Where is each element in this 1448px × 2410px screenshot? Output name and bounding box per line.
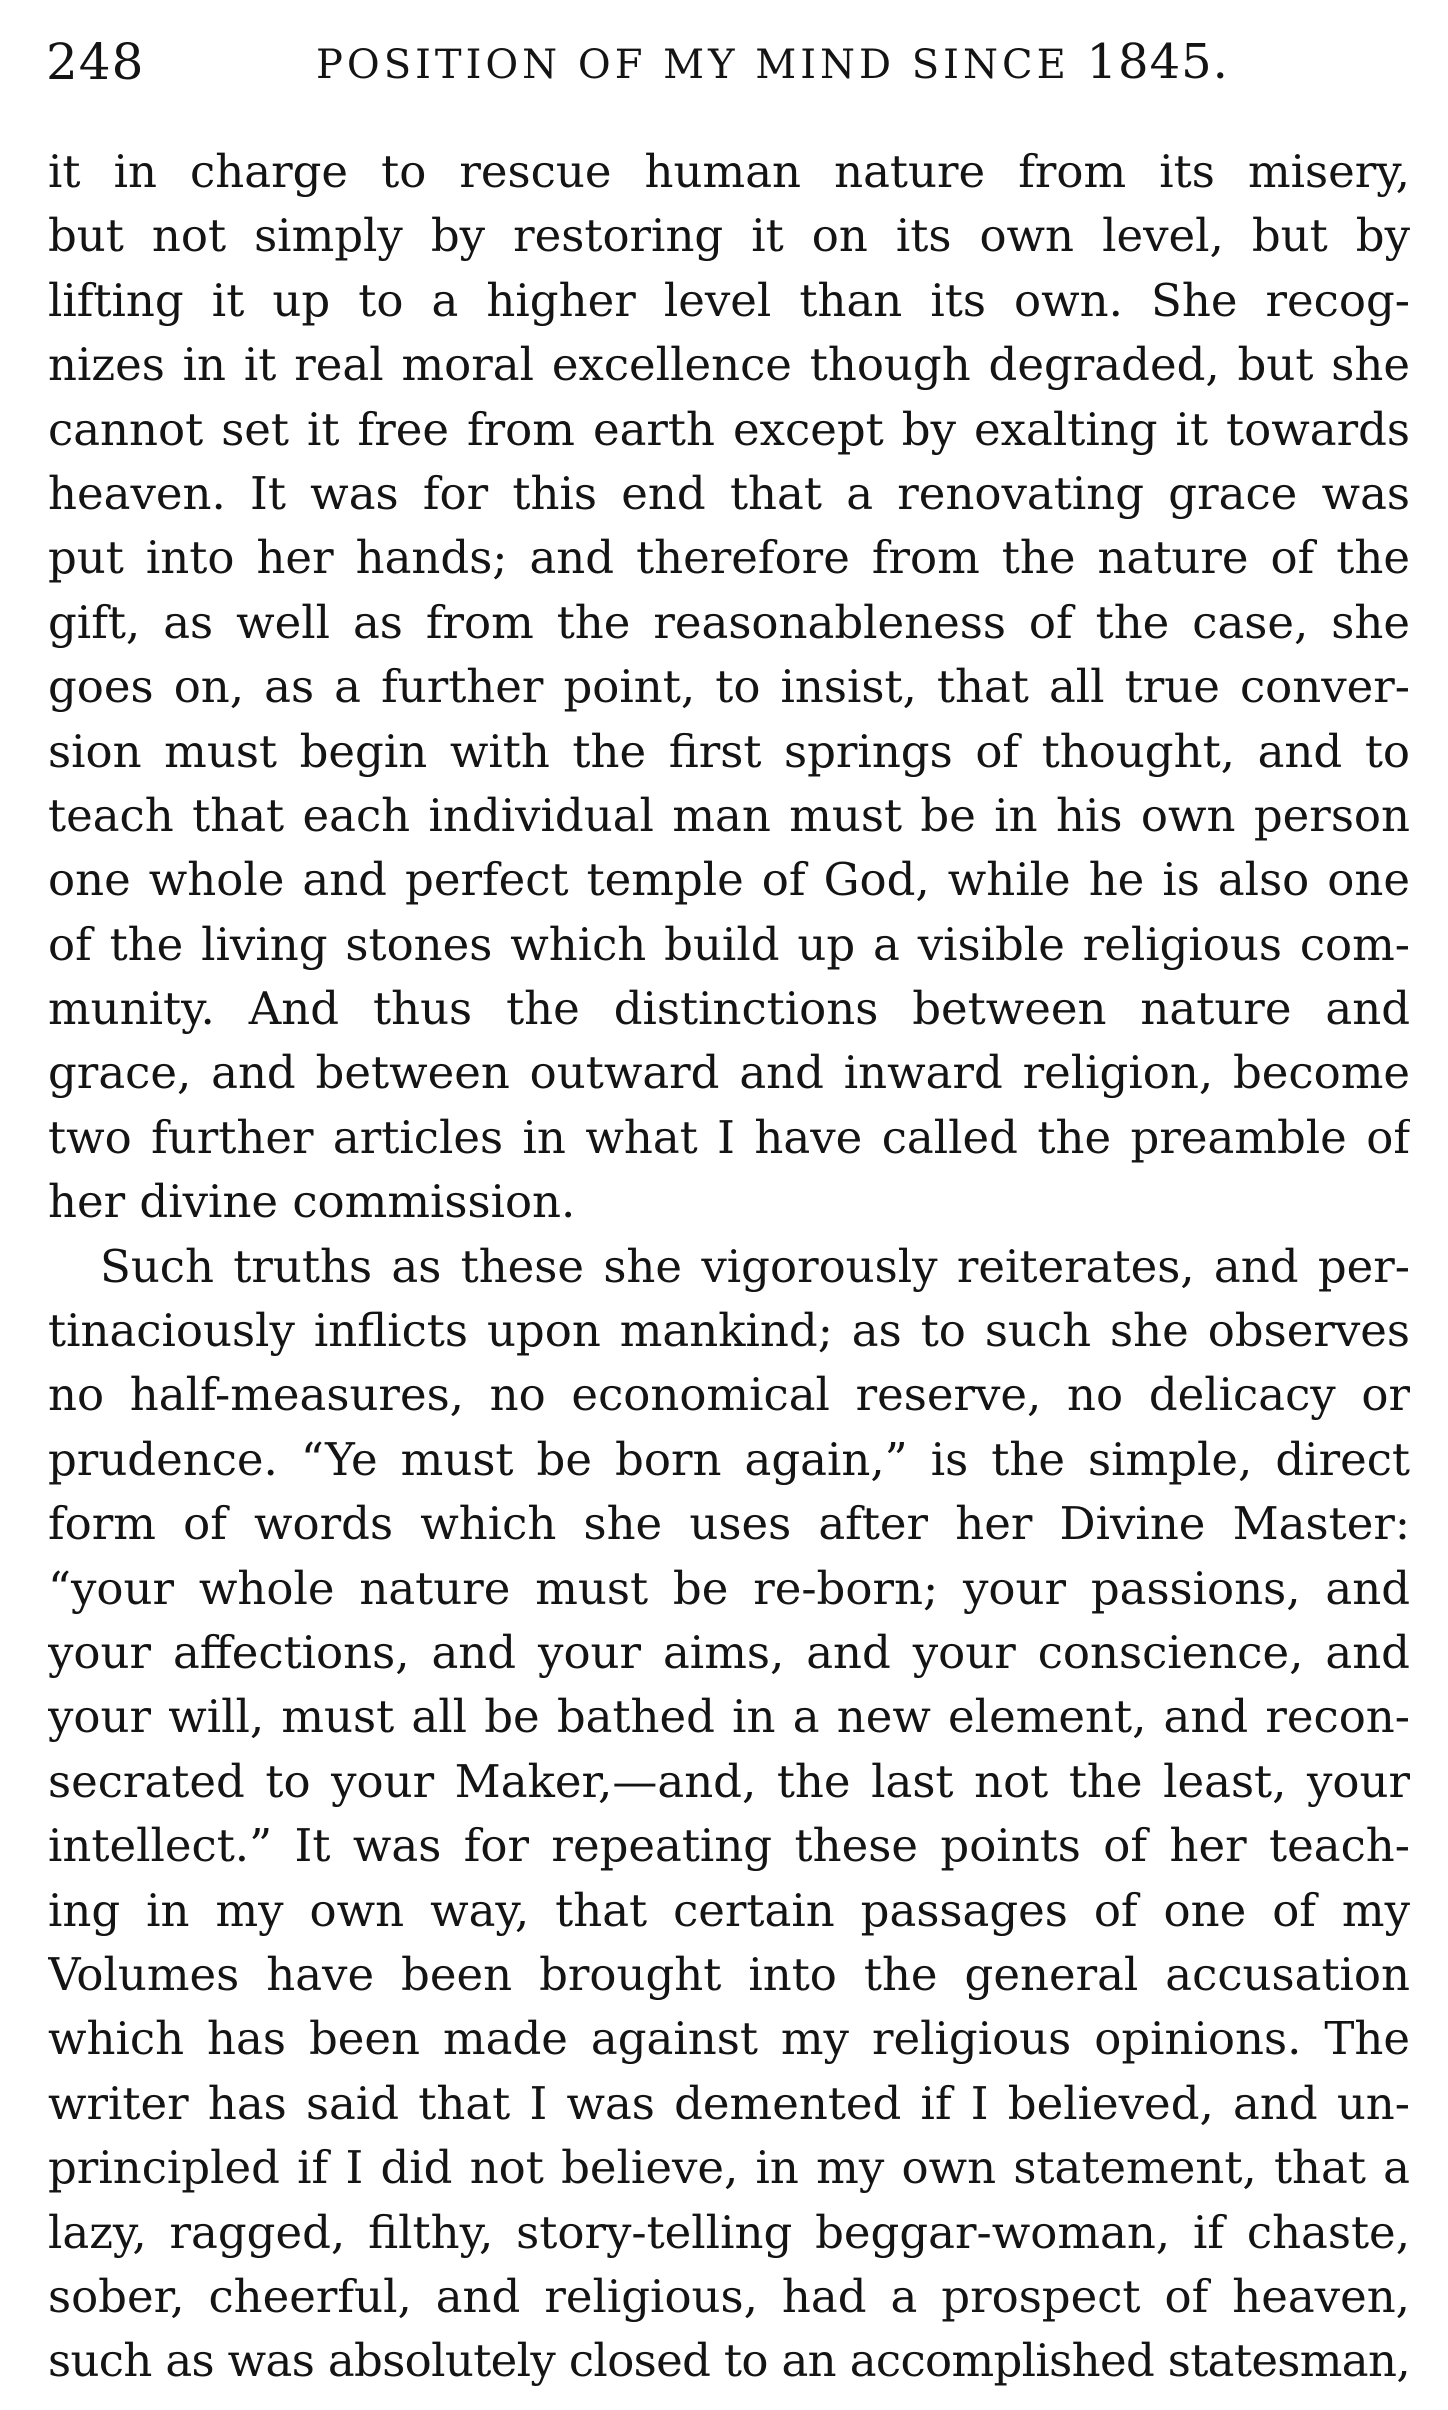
text-line: sober, cheerful, and religious, had a prospect of heaven, xyxy=(48,2269,1410,2323)
text-line: but not simply by restoring it on its own level, but by xyxy=(48,209,1410,263)
text-line: grace, and between outward and inward religion, become xyxy=(48,1046,1410,1100)
text-line: goes on, as a further point, to insist, that all true conver- xyxy=(48,660,1410,714)
text-line: no half-measures, no economical reserve, no delicacy or xyxy=(48,1368,1410,1422)
text-line: your will, must all be bathed in a new element, and recon- xyxy=(48,1690,1410,1744)
text-line: it in charge to rescue human nature from its misery, xyxy=(48,145,1410,198)
text-line: one whole and perfect temple of God, while he is also one xyxy=(48,853,1410,907)
text-line: nizes in it real moral excellence though degraded, but she xyxy=(48,338,1410,392)
text-line: teach that each individual man must be in his own person xyxy=(48,788,1410,842)
running-head xyxy=(46,30,1410,100)
text-line: intellect.” It was for repeating these points of her teach- xyxy=(48,1819,1410,1873)
text-line: cannot set it free from earth except by exalting it towards xyxy=(48,402,1410,456)
text-line: heaven. It was for this end that a renovating grace was xyxy=(48,466,1410,520)
text-line: put into her hands; and therefore from the nature of the xyxy=(48,531,1410,585)
text-line: secrated to your Maker,—and, the last not the least, your xyxy=(48,1754,1410,1808)
text-line: your affections, and your aims, and your conscience, and xyxy=(48,1625,1410,1679)
running-title xyxy=(316,32,1229,95)
text-line: such as was absolutely closed to an accomplished statesman, xyxy=(48,2334,1410,2388)
text-line: gift, as well as from the reasonableness of the case, she xyxy=(48,595,1410,649)
text-line: Volumes have been brought into the general accusation xyxy=(48,1947,1410,2001)
text-line: prudence. “Ye must be born again,” is the simple, direct xyxy=(48,1432,1410,1486)
text-line: tinaciously inflicts upon mankind; as to such she observes xyxy=(48,1304,1410,1358)
text-line: munity. And thus the distinctions between nature and xyxy=(48,982,1410,1036)
text-line: of the living stones which build up a visible religious com- xyxy=(48,917,1410,971)
text-line: principled if I did not believe, in my own statement, that a xyxy=(48,2141,1410,2195)
page-number: 248 xyxy=(46,33,145,91)
text-line: two further articles in what I have called the preamble of xyxy=(48,1110,1410,1164)
text-line: lifting it up to a higher level than its own. She recog- xyxy=(48,273,1410,327)
text-line: which has been made against my religious opinions. The xyxy=(48,2012,1410,2066)
text-line: lazy, ragged, filthy, story-telling beggar-woman, if chaste, xyxy=(48,2205,1410,2259)
body-text xyxy=(48,140,1410,2394)
running-title-year: 1845. xyxy=(1086,34,1229,90)
text-line: “your whole nature must be re-born; your passions, and xyxy=(48,1561,1410,1615)
paragraph-start-line: Such truths as these she vigorously reiterates, and per- xyxy=(100,1239,1410,1293)
paragraph-end-line: her divine commission. xyxy=(48,1175,576,1229)
running-title-text: POSITION OF MY MIND SINCE xyxy=(316,42,1070,88)
text-line: ing in my own way, that certain passages of one of my xyxy=(48,1883,1410,1937)
text-line: form of words which she uses after her Divine Master: xyxy=(48,1497,1410,1551)
text-line: writer has said that I was demented if I believed, and un- xyxy=(48,2076,1410,2130)
text-line: sion must begin with the first springs of thought, and to xyxy=(48,724,1410,778)
